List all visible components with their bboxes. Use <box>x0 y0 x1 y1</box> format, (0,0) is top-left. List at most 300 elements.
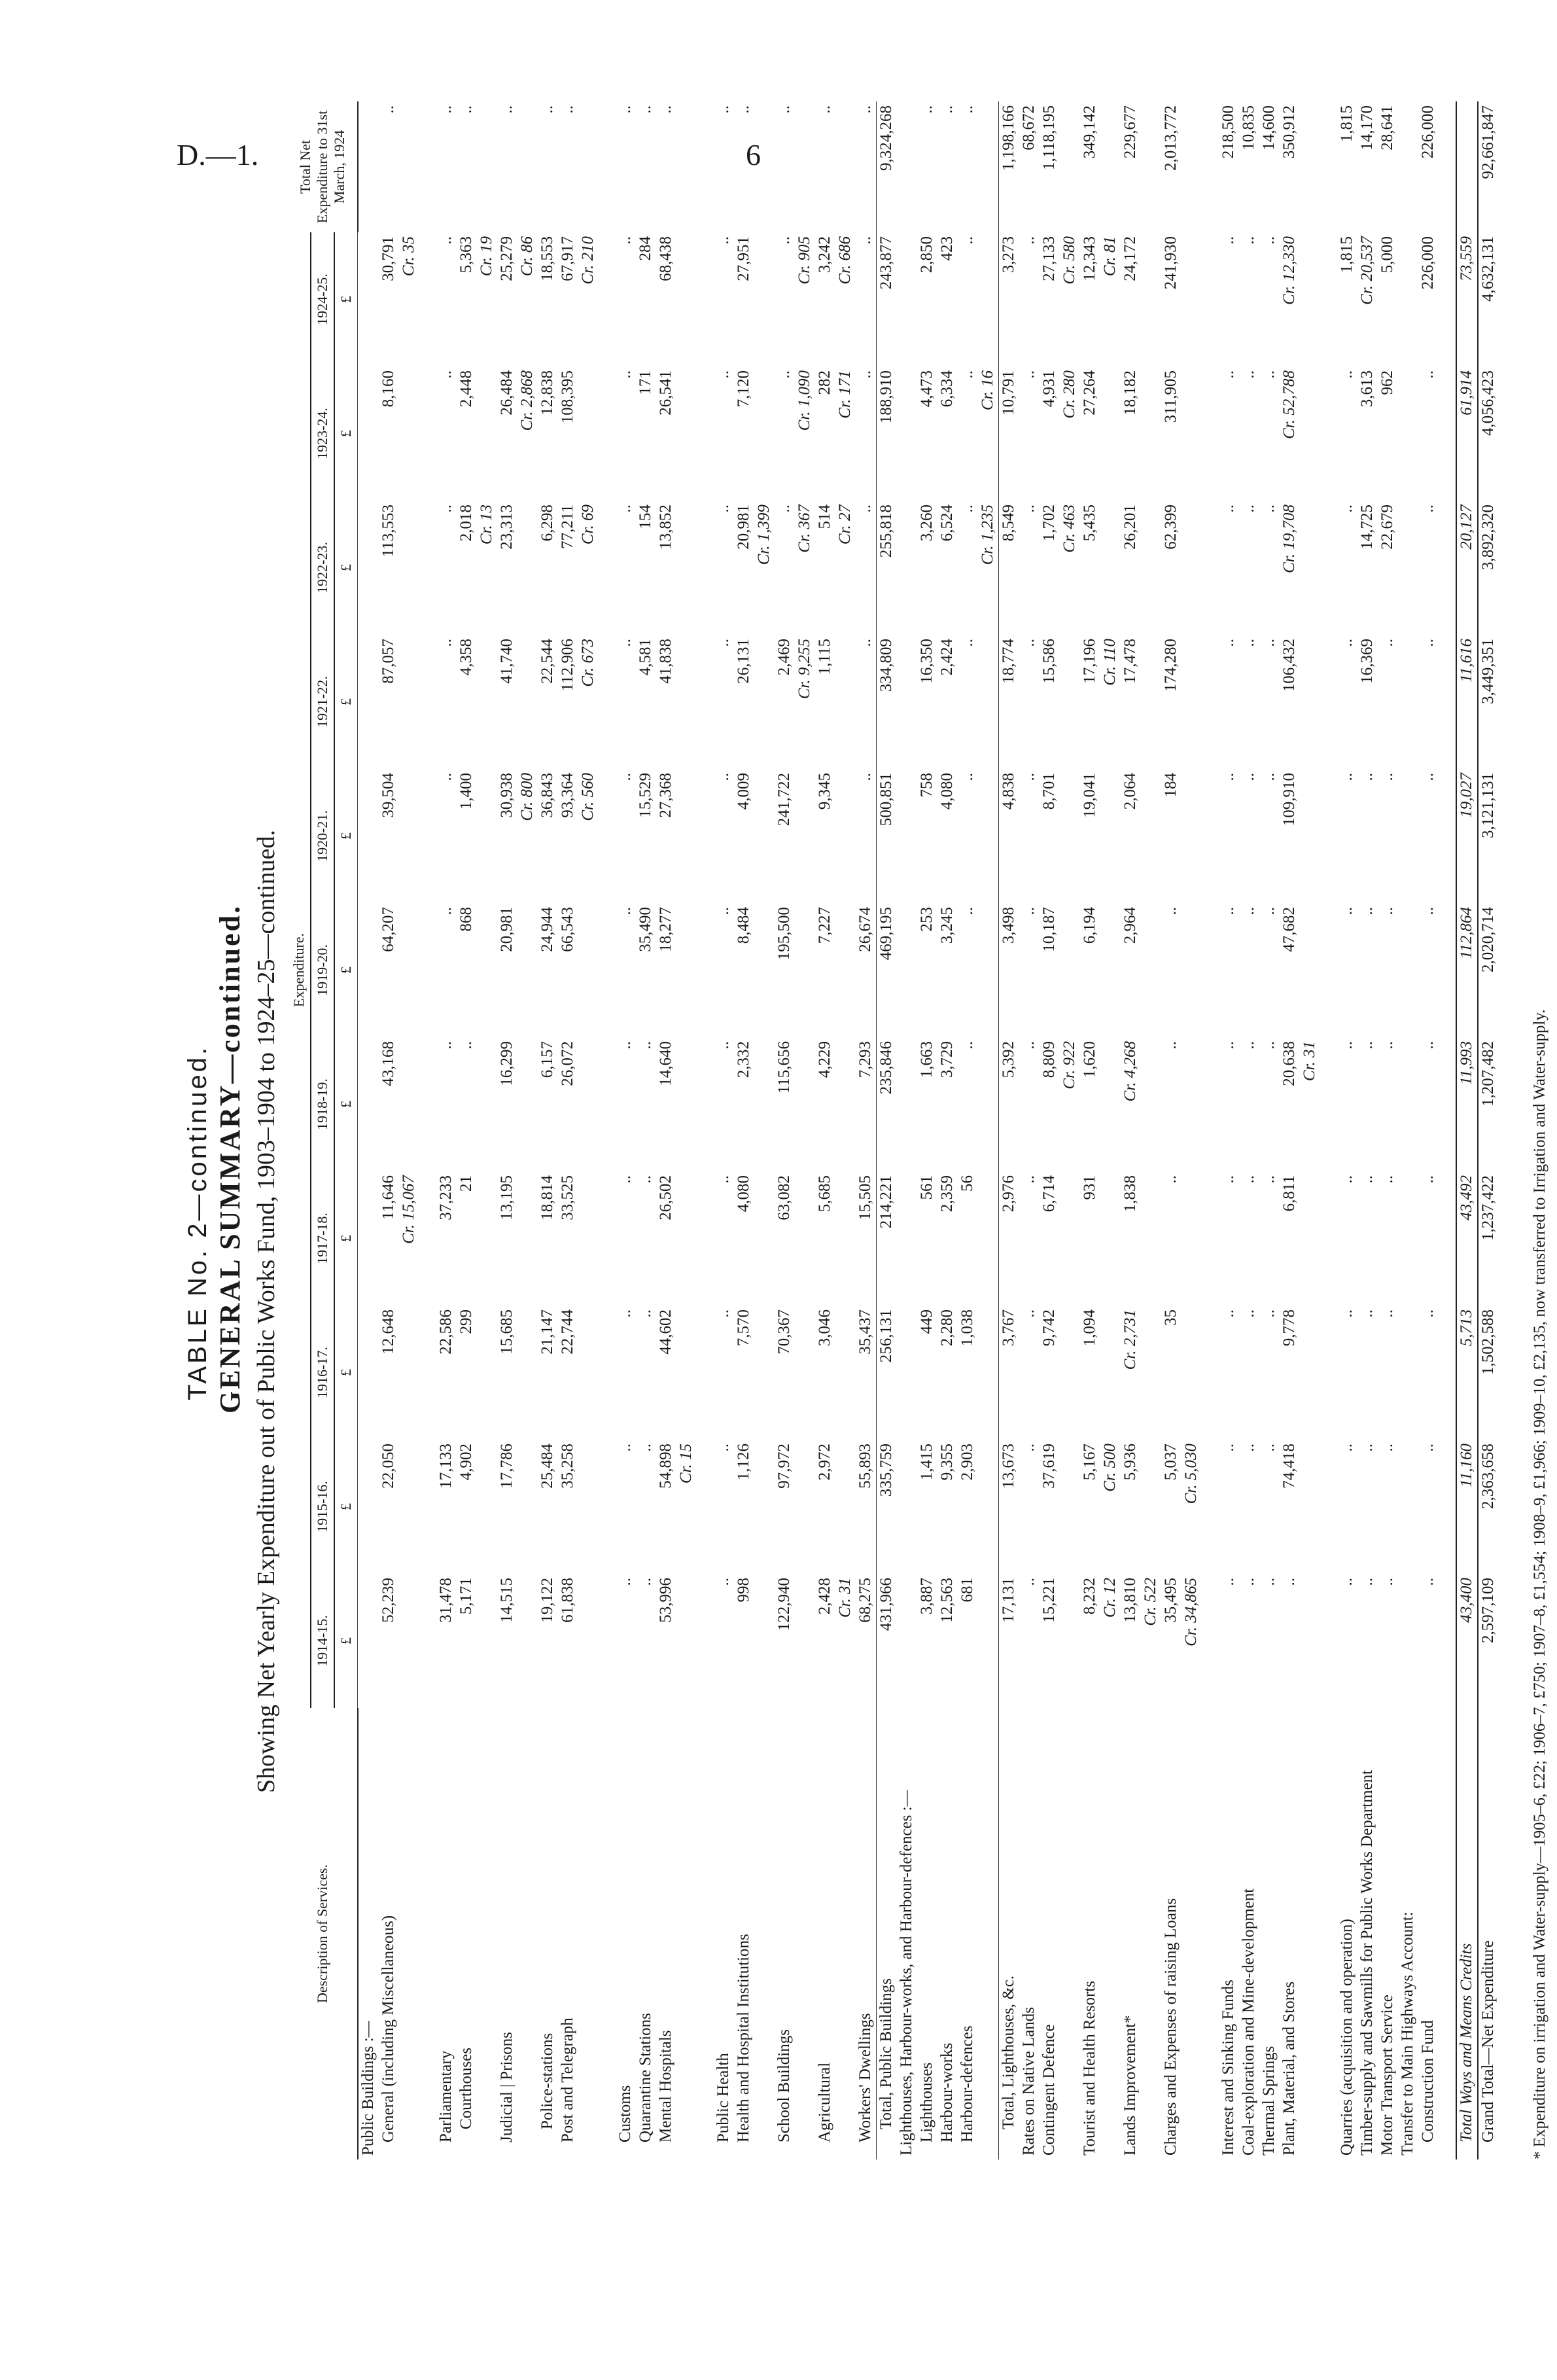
table-cell <box>978 769 999 903</box>
table-cell: Cr. 34,865 <box>1182 1578 1200 1646</box>
table-cell <box>599 366 616 501</box>
table-cell: .. <box>1219 1041 1237 1050</box>
table-cell: 68,275 <box>856 1578 874 1623</box>
table-cell <box>1398 1171 1418 1305</box>
table-cell: 10,187 <box>1040 907 1058 952</box>
table-cell <box>1398 1574 1418 1708</box>
table-cell <box>1060 635 1080 769</box>
table-cell <box>477 1305 497 1440</box>
table-cell <box>676 1305 697 1440</box>
table-cell: 22,679 <box>1378 505 1396 550</box>
table-cell <box>1181 903 1202 1037</box>
table-cell: .. <box>437 773 455 781</box>
table-row <box>517 101 538 2159</box>
row-label: Interest and Sinking Funds <box>1219 1980 1237 2156</box>
table-cell: 43,492 <box>1456 1171 1478 1305</box>
table-cell <box>358 366 379 501</box>
table-cell: 93,364 <box>559 773 576 818</box>
table-cell <box>1202 366 1219 501</box>
table-cell: .. <box>1162 1041 1180 1050</box>
table-cell: Cr. 31 <box>836 1578 854 1618</box>
row-label: Parliamentary <box>437 2050 455 2142</box>
table-cell: .. <box>958 773 976 781</box>
table-cell <box>358 101 379 232</box>
table-row <box>714 101 734 2159</box>
table-row <box>636 101 656 2159</box>
table-cell <box>477 769 497 903</box>
column-unit: £ <box>334 635 358 769</box>
table-cell: .. <box>1260 773 1278 781</box>
table-cell: .. <box>714 105 732 114</box>
table-cell <box>897 769 917 903</box>
table-cell: 1,207,482 <box>1479 1041 1497 1107</box>
table-cell: .. <box>1020 1175 1038 1184</box>
table-cell: 5,713 <box>1456 1305 1478 1440</box>
table-cell <box>1320 903 1337 1037</box>
table-cell: 9,778 <box>1280 1309 1298 1347</box>
table-cell: 3,613 <box>1358 370 1376 408</box>
table-cell: 15,505 <box>856 1175 874 1220</box>
table-cell <box>1398 635 1418 769</box>
table-cell <box>1320 635 1337 769</box>
table-cell: 229,677 <box>1121 105 1139 159</box>
table-cell <box>358 1037 379 1171</box>
table-cell: 4,056,423 <box>1479 370 1497 436</box>
table-cell: 2,964 <box>1121 907 1139 944</box>
table-cell: 284 <box>637 236 654 261</box>
table-cell: 1,038 <box>958 1309 976 1347</box>
row-label: Lands Improvement* <box>1121 2015 1139 2156</box>
table-cell <box>1320 1171 1337 1305</box>
table-cell <box>399 501 419 635</box>
table-cell: 54,898 <box>657 1444 674 1489</box>
table-cell: Cr. 86 <box>518 236 536 277</box>
table-cell: 5,167 <box>1081 1444 1098 1481</box>
table-cell: 20,981 <box>498 907 516 952</box>
table-cell: 66,543 <box>559 907 576 952</box>
column-header-year: 1918-19. <box>311 1037 334 1171</box>
column-unit: £ <box>334 903 358 1037</box>
table-cell: .. <box>714 773 732 781</box>
table-cell: 1,815 <box>1338 236 1356 274</box>
table-cell: .. <box>637 1175 654 1184</box>
table-cell: 2,597,109 <box>1479 1578 1497 1643</box>
row-label <box>517 1708 538 2159</box>
column-header-year: 1920-21. <box>311 769 334 903</box>
table-row <box>754 101 775 2159</box>
column-header-year: 1921-22. <box>311 635 334 769</box>
table-row <box>656 101 676 2159</box>
table-cell <box>697 635 714 769</box>
table-cell: .. <box>616 1041 634 1050</box>
table-cell: 20,638 <box>1280 1041 1298 1086</box>
table-cell: 1,118,195 <box>1040 105 1058 171</box>
table-cell <box>1439 232 1456 366</box>
table-cell <box>897 232 917 366</box>
table-cell: 14,725 <box>1358 505 1376 550</box>
table-cell <box>1100 769 1121 903</box>
table-cell: 68,438 <box>657 236 674 281</box>
table-cell: .. <box>856 236 874 245</box>
table-cell: .. <box>1020 1444 1038 1452</box>
table-cell: 24,172 <box>1121 236 1139 281</box>
table-cell <box>1202 1037 1219 1171</box>
table-cell: 335,759 <box>876 1440 897 1574</box>
table-cell <box>1141 501 1161 635</box>
table-cell <box>399 903 419 1037</box>
table-cell <box>1398 366 1418 501</box>
table-cell: 1,702 <box>1040 505 1058 542</box>
table-cell <box>1181 635 1202 769</box>
table-cell: .. <box>1419 639 1437 647</box>
table-cell: Cr. 210 <box>579 236 597 285</box>
table-cell: 63,082 <box>775 1175 793 1220</box>
row-label: Public Buildings :— <box>359 2021 377 2156</box>
table-cell: .. <box>775 105 793 114</box>
table-cell <box>1202 1171 1219 1305</box>
table-cell: Cr. 905 <box>796 236 813 285</box>
table-cell <box>754 635 775 769</box>
table-row <box>1219 101 1239 2159</box>
table-cell <box>978 232 999 366</box>
table-row <box>379 101 399 2159</box>
row-label: Health and Hospital Institutions <box>735 1934 752 2142</box>
table-cell <box>1181 1171 1202 1305</box>
row-label <box>1100 1708 1121 2159</box>
table-cell <box>599 501 616 635</box>
table-cell: 195,500 <box>775 907 793 961</box>
table-cell <box>795 101 815 232</box>
table-cell: .. <box>616 907 634 915</box>
table-cell <box>1320 1574 1337 1708</box>
table-cell <box>1100 903 1121 1037</box>
table-cell: 14,600 <box>1260 105 1278 151</box>
table-cell <box>1300 1171 1320 1305</box>
table-cell: 74,418 <box>1280 1444 1298 1489</box>
table-cell: .. <box>714 907 732 915</box>
table-cell: 2,064 <box>1121 773 1139 810</box>
table-cell: Cr. 69 <box>579 505 597 545</box>
column-unit: £ <box>334 1574 358 1708</box>
rotated-table-sheet <box>183 105 1557 2159</box>
table-cell: 311,905 <box>1162 370 1180 423</box>
table-cell: 61,914 <box>1456 366 1478 501</box>
table-cell: .. <box>958 105 976 114</box>
table-cell: 2,469 <box>775 639 793 676</box>
table-cell: .. <box>1260 1309 1278 1318</box>
table-row <box>1181 101 1202 2159</box>
table-row <box>795 101 815 2159</box>
table-cell: 22,586 <box>437 1309 455 1355</box>
table-cell: 514 <box>816 505 833 529</box>
table-cell <box>754 903 775 1037</box>
table-cell: 218,500 <box>1219 105 1237 159</box>
table-cell <box>795 903 815 1037</box>
table-cell <box>1439 101 1456 232</box>
table-cell: 106,432 <box>1280 639 1298 692</box>
table-cell: 188,910 <box>876 366 897 501</box>
row-label <box>419 1708 436 2159</box>
table-cell: .. <box>958 639 976 647</box>
table-cell: Cr. 673 <box>579 639 597 687</box>
table-row <box>1019 101 1040 2159</box>
table-cell: 6,714 <box>1040 1175 1058 1213</box>
table-row <box>538 101 558 2159</box>
table-cell <box>1439 366 1456 501</box>
column-unit: £ <box>334 232 358 366</box>
table-cell: 2,976 <box>998 1171 1019 1305</box>
row-label <box>697 1708 714 2159</box>
table-cell: .. <box>1219 1309 1237 1318</box>
table-cell: 2,448 <box>457 370 475 408</box>
table-cell <box>978 903 999 1037</box>
table-cell: .. <box>1419 1444 1437 1452</box>
table-row <box>1478 101 1499 2159</box>
row-label: Workers' Dwellings <box>856 2013 874 2142</box>
table-cell: .. <box>657 105 674 114</box>
table-cell <box>754 1037 775 1171</box>
table-cell: .. <box>1260 639 1278 647</box>
row-label: Plant, Material, and Stores <box>1280 1981 1298 2156</box>
table-cell: 282 <box>816 370 833 395</box>
table-cell <box>754 1305 775 1440</box>
table-cell <box>754 1574 775 1708</box>
table-cell: Cr. 52,788 <box>1280 370 1298 439</box>
table-cell: .. <box>856 505 874 513</box>
row-label <box>578 1708 599 2159</box>
table-cell: 20,127 <box>1456 501 1478 635</box>
table-cell <box>599 1037 616 1171</box>
table-cell: 8,484 <box>735 907 752 944</box>
table-cell: 30,791 <box>379 236 397 281</box>
table-cell <box>599 635 616 769</box>
table-cell <box>978 1171 999 1305</box>
table-cell: 184 <box>1162 773 1180 798</box>
table-cell: 334,809 <box>876 635 897 769</box>
table-cell: 47,682 <box>1280 907 1298 952</box>
table-cell: 4,581 <box>637 639 654 676</box>
table-cell <box>399 1440 419 1574</box>
table-cell: .. <box>379 105 397 114</box>
table-cell: Cr. 280 <box>1060 370 1078 419</box>
table-cell <box>676 501 697 635</box>
table-cell: 92,661,847 <box>1479 105 1497 179</box>
table-cell: 174,280 <box>1162 639 1180 692</box>
column-header-year: 1915-16. <box>311 1440 334 1574</box>
table-cell <box>358 1171 379 1305</box>
table-cell: .. <box>1338 1444 1356 1452</box>
table-cell: 36,843 <box>538 773 556 818</box>
table-cell: .. <box>1240 236 1257 245</box>
table-cell: .. <box>637 105 654 114</box>
table-cell: .. <box>1419 907 1437 915</box>
table-row <box>1161 101 1181 2159</box>
table-cell: 18,277 <box>657 907 674 952</box>
row-label <box>1060 1708 1080 2159</box>
table-cell: 112,864 <box>1456 903 1478 1037</box>
table-cell: 97,972 <box>775 1444 793 1489</box>
table-cell: Cr. 580 <box>1060 236 1078 285</box>
table-cell <box>1100 1171 1121 1305</box>
table-cell <box>676 769 697 903</box>
table-cell <box>1202 1440 1219 1574</box>
table-cell: .. <box>1419 1041 1437 1050</box>
table-cell: 3,729 <box>938 1041 956 1078</box>
table-row <box>978 101 999 2159</box>
table-cell: 11,646 <box>379 1175 397 1220</box>
table-cell <box>1141 101 1161 232</box>
row-label <box>754 1708 775 2159</box>
table-cell <box>517 1440 538 1574</box>
table-cell <box>1320 366 1337 501</box>
table-cell <box>1320 1305 1337 1440</box>
table-cell: .. <box>1358 1175 1376 1184</box>
table-cell <box>1060 101 1080 232</box>
column-header-year: 1923-24. <box>311 366 334 501</box>
table-cell: .. <box>498 105 516 114</box>
table-cell: 23,313 <box>498 505 516 550</box>
table-cell: 115,656 <box>775 1041 793 1094</box>
table-cell: 1,237,422 <box>1479 1175 1497 1241</box>
table-cell <box>1300 903 1320 1037</box>
table-cell: .. <box>714 639 732 647</box>
table-cell: .. <box>1358 773 1376 781</box>
table-row <box>815 101 835 2159</box>
table-cell <box>517 903 538 1037</box>
table-cell: 113,553 <box>379 505 397 558</box>
table-cell <box>1398 1305 1418 1440</box>
table-cell: 3,121,131 <box>1479 773 1497 838</box>
table-cell: Cr. 171 <box>836 370 854 419</box>
table-cell <box>1181 769 1202 903</box>
table-cell <box>697 366 714 501</box>
table-cell <box>1202 1574 1219 1708</box>
table-cell: Cr. 463 <box>1060 505 1078 553</box>
table-cell <box>599 1574 616 1708</box>
table-cell: 26,072 <box>559 1041 576 1086</box>
table-cell: 10,835 <box>1240 105 1257 151</box>
table-row <box>1418 101 1439 2159</box>
table-cell <box>754 1440 775 1574</box>
table-cell: 561 <box>918 1175 936 1200</box>
table-cell: Cr. 16 <box>979 370 996 411</box>
table-cell <box>358 232 379 366</box>
table-cell: .. <box>714 505 732 513</box>
table-cell: 112,906 <box>559 639 576 692</box>
row-label: Public Health <box>714 2053 732 2142</box>
table-cell: .. <box>1378 1175 1396 1184</box>
table-cell: 14,170 <box>1358 105 1376 151</box>
table-cell: .. <box>816 105 833 114</box>
table-cell: 3,046 <box>816 1309 833 1347</box>
table-cell <box>599 1440 616 1574</box>
table-cell <box>795 1440 815 1574</box>
table-cell: 226,000 <box>1419 236 1437 290</box>
table-cell: .. <box>1219 907 1237 915</box>
table-cell <box>676 903 697 1037</box>
table-cell: .. <box>1240 907 1257 915</box>
table-cell: Cr. 686 <box>836 236 854 285</box>
table-cell: 6,298 <box>538 505 556 542</box>
table-cell <box>897 1574 917 1708</box>
table-cell: 1,115 <box>816 639 833 675</box>
table-cell <box>358 501 379 635</box>
row-label: Contingent Defence <box>1040 2024 1058 2156</box>
table-cell: 171 <box>637 370 654 395</box>
table-cell: 8,549 <box>998 501 1019 635</box>
table-cell: .. <box>1260 1444 1278 1452</box>
table-cell: 14,515 <box>498 1578 516 1623</box>
table-cell: 6,334 <box>938 370 956 408</box>
header-row-top <box>288 101 311 2159</box>
table-cell: 3,498 <box>998 903 1019 1037</box>
table-cell: 235,846 <box>876 1037 897 1171</box>
table-row <box>876 101 897 2159</box>
table-cell: .. <box>775 505 793 513</box>
table-cell: 17,478 <box>1121 639 1139 684</box>
table-cell: 9,742 <box>1040 1309 1058 1347</box>
table-cell: .. <box>1260 236 1278 245</box>
table-cell <box>419 635 436 769</box>
row-label <box>1300 1708 1320 2159</box>
column-header-total: Total Net Expenditure to 31st March, 1924 <box>288 101 358 232</box>
table-cell <box>754 101 775 232</box>
table-cell: 17,133 <box>437 1444 455 1489</box>
table-cell: 19,122 <box>538 1578 556 1623</box>
table-cell: 6,157 <box>538 1041 556 1078</box>
row-label: Tourist and Health Resorts <box>1081 1981 1098 2156</box>
table-cell <box>1100 1037 1121 1171</box>
table-cell: Cr. 4,268 <box>1121 1041 1139 1102</box>
table-cell: 22,544 <box>538 639 556 684</box>
row-label: General (including Miscellaneous) <box>379 1915 397 2142</box>
table-cell: 2,850 <box>918 236 936 274</box>
table-row <box>1080 101 1100 2159</box>
table-cell: 2,428 <box>816 1578 833 1615</box>
table-cell <box>477 1574 497 1708</box>
table-cell: 350,912 <box>1280 105 1298 159</box>
table-cell: 27,951 <box>735 236 752 281</box>
table-cell <box>477 635 497 769</box>
table-cell: .. <box>1219 505 1237 513</box>
table-cell: Cr. 15,067 <box>400 1175 417 1244</box>
row-label: Grand Total—Net Expenditure <box>1479 1940 1497 2142</box>
table-cell <box>897 1171 917 1305</box>
table-cell: 18,182 <box>1121 370 1139 416</box>
table-cell <box>697 1305 714 1440</box>
table-cell <box>1181 232 1202 366</box>
table-cell: 500,851 <box>876 769 897 903</box>
table-cell: .. <box>1378 773 1396 781</box>
table-row <box>599 101 616 2159</box>
table-cell: .. <box>1020 505 1038 513</box>
table-cell: .. <box>637 1041 654 1050</box>
table-cell: .. <box>958 236 976 245</box>
row-label <box>835 1708 856 2159</box>
table-cell: Cr. 560 <box>579 773 597 821</box>
table-cell: .. <box>714 1041 732 1050</box>
table-row <box>856 101 877 2159</box>
table-cell: Cr. 1,235 <box>979 505 996 565</box>
table-cell: 15,586 <box>1040 639 1058 684</box>
table-cell: Cr. 922 <box>1060 1041 1078 1090</box>
table-cell <box>1300 1574 1320 1708</box>
table-cell <box>1398 1440 1418 1574</box>
column-unit: £ <box>334 1037 358 1171</box>
table-cell: 5,936 <box>1121 1444 1139 1481</box>
table-cell: 681 <box>958 1578 976 1603</box>
table-cell: 1,415 <box>918 1444 936 1481</box>
